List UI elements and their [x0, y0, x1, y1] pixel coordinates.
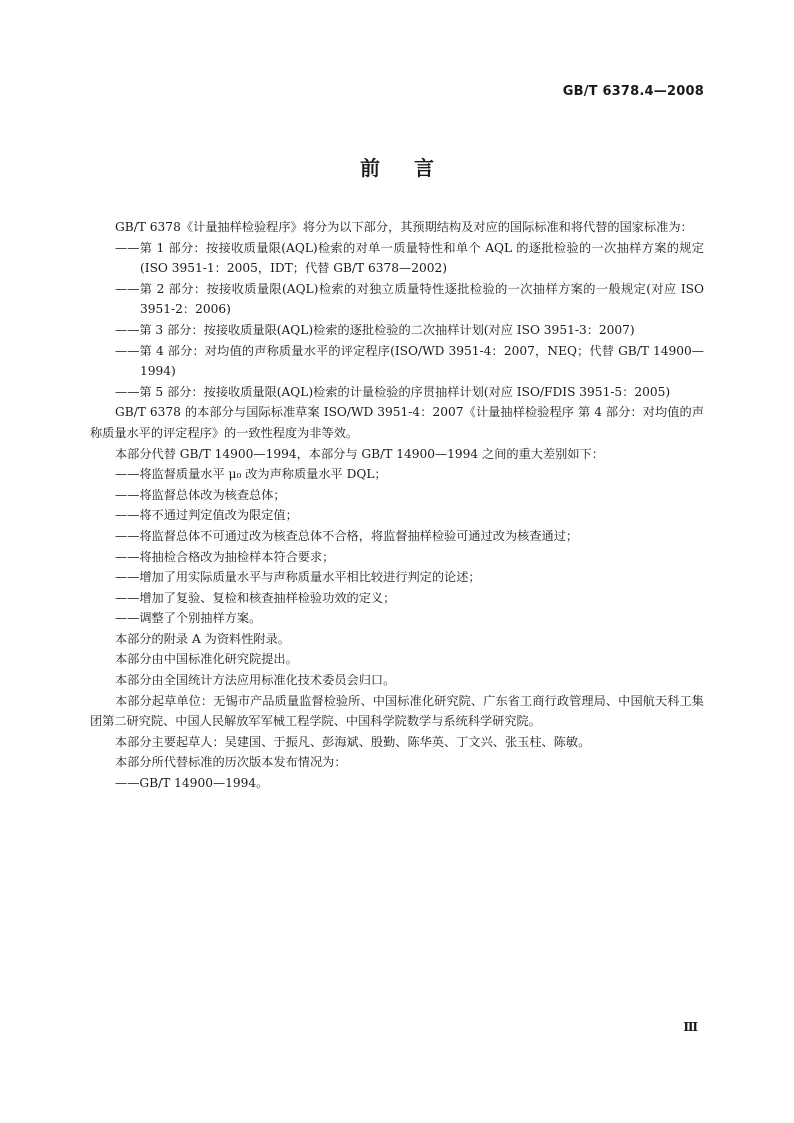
change-item: ——增加了用实际质量水平与声称质量水平相比较进行判定的论述；	[115, 570, 481, 585]
change-item: ——将监督总体改为核查总体；	[115, 487, 286, 502]
change-item: ——将监督质量水平 μ₀ 改为声称质量水平 DQL；	[115, 467, 387, 482]
change-item: ——将抽检合格改为抽检样本符合要求；	[115, 549, 335, 564]
info-paragraph: 本部分所代替标准的历次版本发布情况为：	[115, 755, 347, 770]
change-item: ——将监督总体不可通过改为核查总体不合格，将监督抽样检验可通过改为核查通过；	[115, 528, 579, 543]
part-item: ——第 4 部分：对均值的声称质量水平的评定程序(ISO/WD 3951-4：2007，NEQ；代替 GB/T 14900—1994)	[115, 343, 704, 379]
part-item: ——第 3 部分：按接收质量限(AQL)检索的逐批检验的二次抽样计划(对应 ISO 3951-3：2007)	[115, 322, 635, 337]
info-paragraph: 本部分起草单位：无锡市产品质量监督检验所、中国标准化研究院、广东省工商行政管理局、中国航天科工集团第二研究院、中国人民解放军军械工程学院、中国科学院数学与系统科学研究院。	[90, 693, 704, 729]
part-item: ——第 5 部分：按接收质量限(AQL)检索的计量检验的序贯抽样计划(对应 ISO/FDIS 3951-5：2005)	[115, 384, 671, 399]
intro-paragraph: GB/T 6378《计量抽样检验程序》将分为以下部分，其预期结构及对应的国际标准和将代替的国家标准为：	[115, 220, 693, 234]
page-title: 前言	[360, 156, 468, 180]
standard-number: GB/T 6378.4—2008	[562, 84, 704, 99]
info-paragraph: 本部分由全国统计方法应用标准化技术委员会归口。	[115, 673, 396, 688]
consistency-paragraph: GB/T 6378 的本部分与国际标准草案 ISO/WD 3951-4：2007《计量抽样检验程序 第 4 部分：对均值的声称质量水平的评定程序》的一致性程度为非等效。	[90, 405, 704, 440]
page-number: Ⅲ	[683, 1020, 698, 1034]
part-item: ——第 1 部分：按接收质量限(AQL)检索的对单一质量特性和单个 AQL 的逐批检验的一次抽样方案的规定(ISO 3951-1：2005，IDT；代替 GB/T 6378—2002)	[115, 240, 704, 276]
change-item: ——增加了复验、复检和核查抽样检验功效的定义；	[115, 590, 396, 605]
info-paragraph: 本部分主要起草人：吴建国、于振凡、彭海斌、殷勤、陈华英、丁文兴、张玉柱、陈敏。	[115, 734, 591, 749]
info-paragraph: 本部分由中国标准化研究院提出。	[115, 652, 298, 667]
part-item: ——第 2 部分：按接收质量限(AQL)检索的对独立质量特性逐批检验的一次抽样方案的一般规定(对应 ISO 3951-2：2006)	[115, 281, 704, 317]
info-paragraph: 本部分的附录 A 为资料性附录。	[115, 631, 290, 646]
change-item: ——将不通过判定值改为限定值；	[115, 508, 298, 523]
change-item: ——调整了个别抽样方案。	[115, 611, 262, 626]
history-item: ——GB/T 14900—1994。	[115, 776, 269, 791]
foreword-body	[90, 217, 704, 794]
replaces-paragraph: 本部分代替 GB/T 14900—1994，本部分与 GB/T 14900—1994 之间的重大差别如下：	[115, 446, 604, 461]
